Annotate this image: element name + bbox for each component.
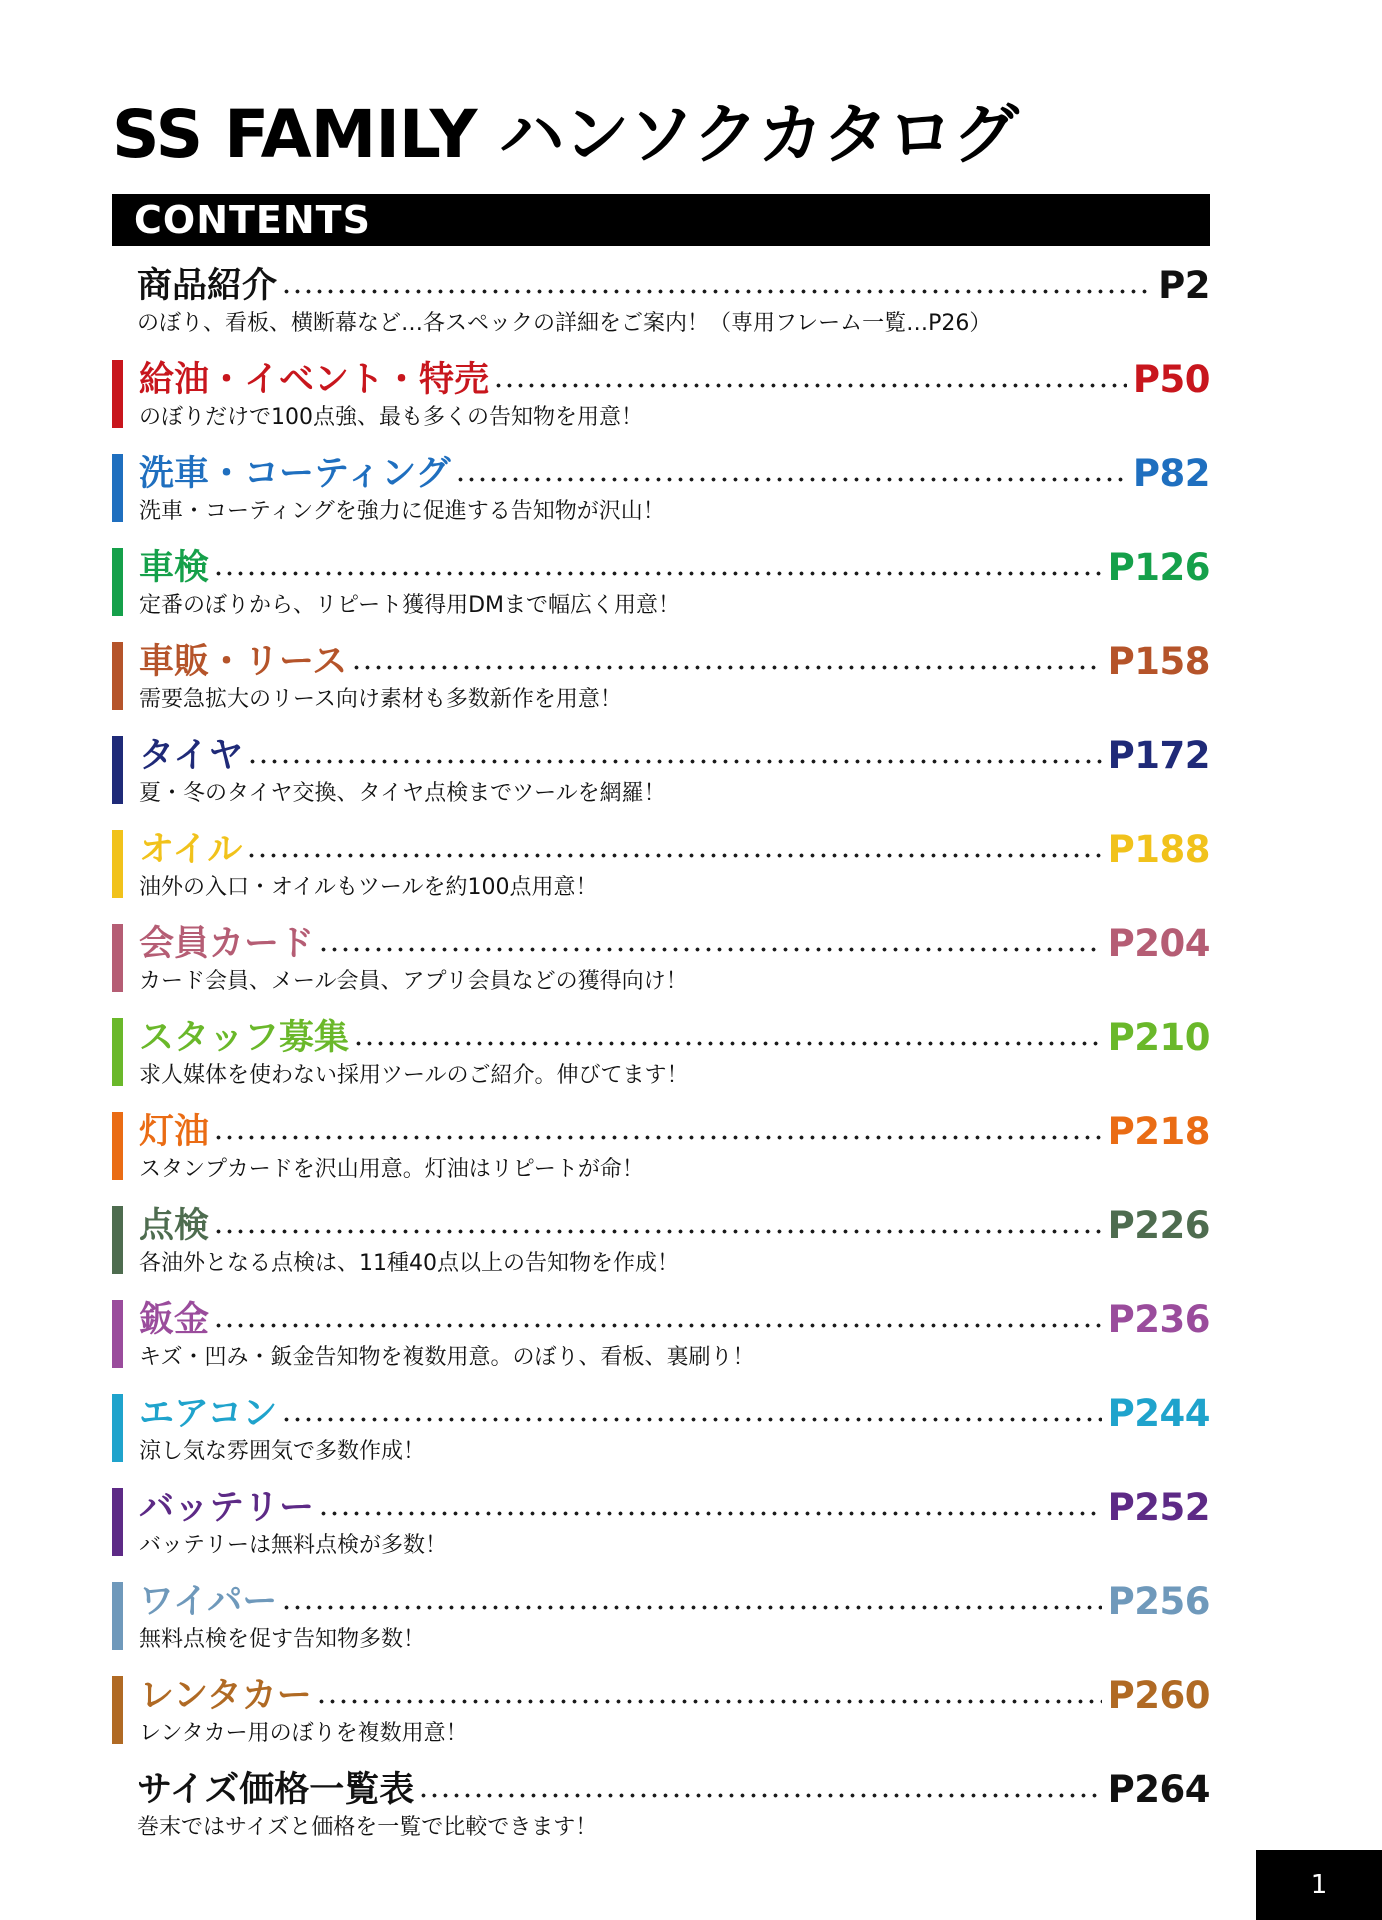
section-page-number[interactable]: P236: [1107, 1298, 1210, 1341]
section-description: レンタカー用のぼりを複数用意！: [139, 1721, 468, 1746]
section-description: のぼり、看板、横断幕など…各スペックの詳細をご案内！（専用フレーム一覧…P26）: [137, 311, 992, 336]
section-title[interactable]: 車検: [139, 548, 210, 588]
toc-entry-heading: [137, 262, 1210, 310]
toc-entry[interactable]: [112, 1390, 1210, 1484]
section-description: 夏・冬のタイヤ交換、タイヤ点検までツールを網羅！: [139, 781, 666, 806]
toc-entry[interactable]: [112, 1014, 1210, 1108]
section-description: 油外の入口・オイルもツールを約100点用意！: [139, 875, 598, 900]
section-description: バッテリーは無料点検が多数！: [139, 1533, 448, 1558]
section-title[interactable]: 点検: [139, 1206, 210, 1246]
section-page-number[interactable]: P82: [1132, 452, 1210, 495]
page-number: 1: [1310, 1870, 1328, 1900]
section-accent-bar: [112, 642, 123, 710]
toc-entry-heading: [139, 826, 1210, 874]
dot-leader: [351, 665, 1101, 670]
dot-leader: [455, 477, 1127, 482]
section-title[interactable]: バッテリー: [139, 1488, 315, 1528]
dot-leader: [213, 1323, 1102, 1328]
dot-leader: [213, 1135, 1102, 1140]
section-page-number[interactable]: P126: [1107, 546, 1210, 589]
section-title[interactable]: 灯油: [139, 1112, 210, 1152]
section-title[interactable]: 商品紹介: [137, 266, 278, 306]
dot-leader: [318, 1511, 1102, 1516]
toc-entry[interactable]: [112, 262, 1210, 356]
section-accent-bar: [112, 1112, 123, 1180]
dot-leader: [213, 1229, 1102, 1234]
section-description: 巻末ではサイズと価格を一覧で比較できます！: [137, 1815, 598, 1840]
section-accent-bar: [112, 548, 123, 616]
section-page-number[interactable]: P2: [1158, 264, 1210, 307]
section-description: キズ・凹み・鈑金告知物を複数用意。のぼり、看板、裏刷り！: [139, 1345, 755, 1370]
section-description: 無料点検を促す告知物多数！: [139, 1627, 426, 1652]
section-title[interactable]: レンタカー: [139, 1676, 312, 1716]
section-title[interactable]: 車販・リース: [139, 642, 348, 682]
toc-entry-heading: [139, 732, 1210, 780]
section-description: 求人媒体を使わない採用ツールのご紹介。伸びてます！: [139, 1063, 689, 1088]
section-accent-bar: [112, 1300, 123, 1368]
toc-entry[interactable]: [112, 544, 1210, 638]
section-title[interactable]: エアコン: [139, 1394, 278, 1434]
dot-leader: [418, 1793, 1101, 1798]
section-page-number[interactable]: P252: [1107, 1486, 1210, 1529]
section-description: 涼し気な雰囲気で多数作成！: [139, 1439, 426, 1464]
section-accent-bar: [112, 924, 123, 992]
section-page-number[interactable]: P264: [1107, 1768, 1210, 1811]
dot-leader: [247, 759, 1101, 764]
section-accent-bar: [112, 830, 123, 898]
toc-entry-heading: [137, 1766, 1210, 1814]
toc-entry-heading: [139, 920, 1210, 968]
contents-header-bar: [112, 194, 1210, 246]
toc-entry[interactable]: [112, 1108, 1210, 1202]
section-accent-bar: [112, 1488, 123, 1556]
section-accent-bar: [112, 360, 123, 428]
dot-leader: [281, 289, 1152, 294]
section-title[interactable]: タイヤ: [139, 736, 244, 776]
toc-entry[interactable]: [112, 732, 1210, 826]
section-title[interactable]: 鈑金: [139, 1300, 210, 1340]
section-title[interactable]: 給油・イベント・特売: [139, 360, 490, 400]
toc-entry[interactable]: [112, 638, 1210, 732]
dot-leader: [281, 1605, 1101, 1610]
section-description: スタンプカードを沢山用意。灯油はリピートが命！: [139, 1157, 644, 1182]
toc-entry[interactable]: [112, 1296, 1210, 1390]
dot-leader: [213, 571, 1102, 576]
section-accent-bar: [112, 1676, 123, 1744]
toc-entry-heading: [139, 1484, 1210, 1532]
dot-leader: [353, 1041, 1102, 1046]
dot-leader: [318, 947, 1102, 952]
section-description: 洗車・コーティングを強力に促進する告知物が沢山！: [139, 499, 665, 524]
catalog-title: SS FAMILY ハンソクカタログ: [112, 96, 1018, 173]
table-of-contents: [112, 262, 1210, 1860]
section-page-number[interactable]: P188: [1107, 828, 1210, 871]
section-page-number[interactable]: P204: [1107, 922, 1210, 965]
section-page-number[interactable]: P256: [1107, 1580, 1210, 1623]
section-title[interactable]: ワイパー: [139, 1582, 278, 1622]
toc-entry[interactable]: [112, 1766, 1210, 1860]
section-accent-bar: [112, 1394, 123, 1462]
toc-entry-heading: [139, 450, 1210, 498]
toc-entry-heading: [139, 1296, 1210, 1344]
section-description: 各油外となる点検は、11種40点以上の告知物を作成！: [139, 1251, 679, 1276]
toc-entry[interactable]: [112, 1202, 1210, 1296]
toc-entry-heading: [139, 544, 1210, 592]
toc-entry[interactable]: [112, 1484, 1210, 1578]
toc-entry-heading: [139, 1672, 1210, 1720]
section-title[interactable]: 会員カード: [139, 924, 315, 964]
section-page-number[interactable]: P226: [1107, 1204, 1210, 1247]
section-accent-bar: [112, 1206, 123, 1274]
contents-heading: CONTENTS: [134, 198, 371, 242]
section-page-number[interactable]: P210: [1107, 1016, 1210, 1059]
dot-leader: [281, 1417, 1101, 1422]
toc-entry-heading: [139, 1108, 1210, 1156]
toc-entry-heading: [139, 1202, 1210, 1250]
section-title[interactable]: 洗車・コーティング: [139, 454, 451, 494]
section-page-number[interactable]: P50: [1132, 358, 1210, 401]
section-page-number[interactable]: P172: [1107, 734, 1210, 777]
section-page-number[interactable]: P218: [1107, 1110, 1210, 1153]
toc-entry-heading: [139, 356, 1210, 404]
toc-entry-heading: [139, 638, 1210, 686]
section-description: 需要急拡大のリース向け素材も多数新作を用意！: [139, 687, 622, 712]
section-page-number[interactable]: P158: [1107, 640, 1210, 683]
section-description: カード会員、メール会員、アプリ会員などの獲得向け！: [139, 969, 688, 994]
section-accent-bar: [112, 454, 123, 522]
toc-entry[interactable]: [112, 1578, 1210, 1672]
section-description: 定番のぼりから、リピート獲得用DMまで幅広く用意！: [139, 593, 681, 618]
section-title[interactable]: サイズ価格一覧表: [137, 1770, 415, 1810]
section-description: のぼりだけで100点強、最も多くの告知物を用意！: [139, 405, 643, 430]
dot-leader: [493, 383, 1127, 388]
section-title[interactable]: オイル: [139, 830, 243, 870]
toc-entry-heading: [139, 1578, 1210, 1626]
toc-entry[interactable]: [112, 826, 1210, 920]
section-page-number[interactable]: P244: [1107, 1392, 1210, 1435]
section-accent-bar: [112, 1582, 123, 1650]
toc-entry-heading: [139, 1390, 1210, 1438]
toc-entry[interactable]: [112, 1672, 1210, 1766]
toc-entry[interactable]: [112, 920, 1210, 1014]
toc-entry[interactable]: [112, 356, 1210, 450]
toc-entry[interactable]: [112, 450, 1210, 544]
section-page-number[interactable]: P260: [1107, 1674, 1210, 1717]
section-accent-bar: [112, 736, 123, 804]
dot-leader: [316, 1699, 1102, 1704]
section-title[interactable]: スタッフ募集: [139, 1018, 350, 1058]
dot-leader: [246, 853, 1101, 858]
section-accent-bar: [112, 1018, 123, 1086]
page-number-box: [1256, 1850, 1382, 1920]
toc-entry-heading: [139, 1014, 1210, 1062]
